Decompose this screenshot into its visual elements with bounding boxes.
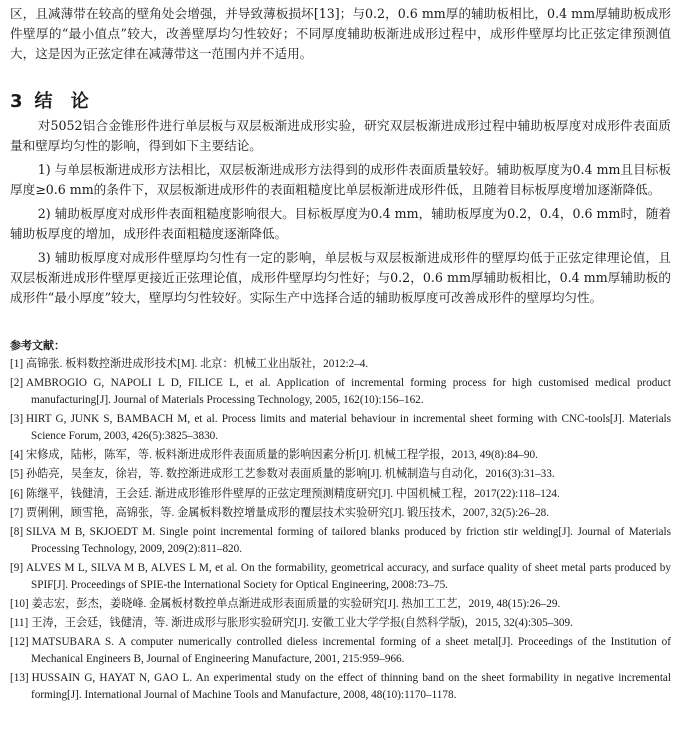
reference-text: SILVA M B, SKJOEDT M. Single point incremental forming of tailored blanks produced by friction stir welding[J]. Journal of Materials Processing Technology, 2009, 209(2):811–820. — [26, 525, 671, 555]
reference-text: 陈继平，钱健清，王会廷. 渐进成形锥形件壁厚的正弦定理预测精度研究[J]. 中国机械工程，2017(22):118–124. — [26, 487, 560, 500]
reference-number: [3] — [10, 413, 24, 426]
reference-item — [10, 375, 671, 409]
reference-text: AMBROGIO G, NAPOLI L D, FILICE L, et al. Application of incremental forming process for high customised medical product manufacturing[J]. Journal of Materials Processing Technology, 2005, 162(10):156–162. — [26, 377, 671, 406]
reference-text: 孙皓亮，吴奎友，徐岩，等. 数控渐进成形工艺参数对表面质量的影响[J]. 机械制造与自动化，2016(3):31–33. — [26, 468, 555, 481]
reference-number: [1] — [10, 358, 24, 370]
reference-number: [6] — [10, 487, 24, 500]
reference-text: ALVES M L, SILVA M B, ALVES L M, et al. On the formability, geometrical accuracy, and surface quality of sheet metal parts produced by SPIF[J]. Proceedings of SPIE-the International Society for Optical Engineering, 2008:73–75. — [26, 561, 671, 591]
reference-item — [10, 466, 671, 483]
reference-number: [5] — [10, 468, 24, 481]
conclusion-point-3: 3) 辅助板厚度对成形件壁厚均匀性有一定的影响，单层板与双层板渐进成形件的壁厚均低于正弦定律理论值，且双层板渐进成形件壁厚更接近正弦理论值，成形件壁厚均匀性好；与0.2，0.6 mm厚辅助板相比，0.4 mm厚辅助板的成形件“最小厚度”较大，壁厚均匀性较好。实际生产中选择合适的辅助板厚度可改善成形件的壁厚均匀性。 — [10, 250, 671, 305]
reference-text: MATSUBARA S. A computer numerically controlled dieless incremental forming of a sheet metal[J]. Proceedings of the Institution of Mechanical Engineers B, Journal of Engineering Manufacture, 2001, 215:959–966. — [31, 636, 671, 666]
reference-item — [10, 670, 671, 704]
reference-number: [10] — [10, 597, 29, 610]
reference-item — [10, 524, 671, 558]
reference-number: [7] — [10, 506, 24, 519]
reference-item — [10, 560, 671, 594]
conclusion-point-2: 2) 辅助板厚度对成形件表面粗糙度影响很大。目标板厚度为0.4 mm，辅助板厚度为0.2，0.4，0.6 mm时，随着辅助板厚度的增加，成形件表面粗糙度逐渐降低。 — [10, 206, 671, 241]
reference-item — [10, 615, 671, 632]
continuation-paragraph: 区，且减薄带在较高的壁角处会增强，并导致薄板损坏[13]；与0.2，0.6 mm厚的辅助板相比，0.4 mm厚辅助板成形件壁厚的“最小值点”较大，改善壁厚均匀性较好；不同厚度辅助板渐进成形过程中，成形件壁厚均比正弦定律预测值大，这是因为正弦定律在减薄带这一范围内并不适用。 — [10, 6, 671, 61]
reference-text: 高锦张. 板料数控渐进成形技术[M]. 北京：机械工业出版社，2012:2–4. — [26, 358, 369, 370]
references-title: 参考文献： — [10, 339, 65, 352]
reference-text: HIRT G, JUNK S, BAMBACH M, et al. Process limits and material behaviour in incremental sheet forming with CNC-tools[J]. Materials Science Forum, 2003, 426(5):3825–3830. — [26, 413, 671, 442]
section-number: 3 — [10, 91, 29, 112]
reference-item — [10, 596, 671, 613]
reference-number: [13] — [10, 672, 29, 685]
reference-text: 姜志宏，彭杰，姜晓峰. 金属板材数控单点渐进成形表面质量的实验研究[J]. 热加工工艺，2019, 48(15):26–29. — [31, 597, 561, 610]
reference-text: HUSSAIN G, HAYAT N, GAO L. An experimental study on the effect of thinning band on the sheet formability in negative incremental forming[J]. International Journal of Machine Tools and Manufacture, 2008, 48(10):1170–1178. — [31, 672, 671, 702]
section-heading — [10, 90, 671, 114]
reference-number: [8] — [10, 525, 24, 538]
reference-number: [12] — [10, 636, 29, 649]
reference-item — [10, 505, 671, 522]
reference-text: 王涛，王会廷，钱健清，等. 渐进成形与胀形实验研究[J]. 安徽工业大学学报(自然科学版)，2015, 32(4):305–309. — [31, 617, 573, 630]
reference-item — [10, 486, 671, 503]
reference-number: [11] — [10, 617, 29, 630]
reference-number: [4] — [10, 449, 24, 462]
reference-item — [10, 356, 671, 373]
reference-text: 宋修成，陆彬，陈军，等. 板料渐进成形件表面质量的影响因素分析[J]. 机械工程学报，2013, 49(8):84–90. — [26, 449, 538, 462]
conclusion-point-1: 1) 与单层板渐进成形方法相比，双层板渐进成形方法得到的成形件表面质量较好。辅助板厚度为0.4 mm且目标板厚度≥0.6 mm的条件下，双层板渐进成形件的表面粗糙度比单层板渐进成形件低，且随着目标板厚度增加逐渐降低。 — [10, 162, 671, 197]
reference-item — [10, 411, 671, 445]
conclusion-intro: 对5052铝合金锥形件进行单层板与双层板渐进成形实验，研究双层板渐进成形过程中辅助板厚度对成形件表面质量和壁厚均匀性的影响，得到如下主要结论。 — [10, 118, 671, 153]
reference-text: 贾俐俐，顾雪艳，高锦张，等. 金属板料数控增量成形的覆层技术实验研究[J]. 锻压技术，2007, 32(5):26–28. — [26, 506, 550, 519]
reference-number: [9] — [10, 561, 24, 574]
reference-item — [10, 634, 671, 668]
section-title: 结 论 — [34, 91, 95, 112]
reference-number: [2] — [10, 377, 24, 390]
references-list — [10, 356, 671, 704]
reference-item — [10, 447, 671, 464]
